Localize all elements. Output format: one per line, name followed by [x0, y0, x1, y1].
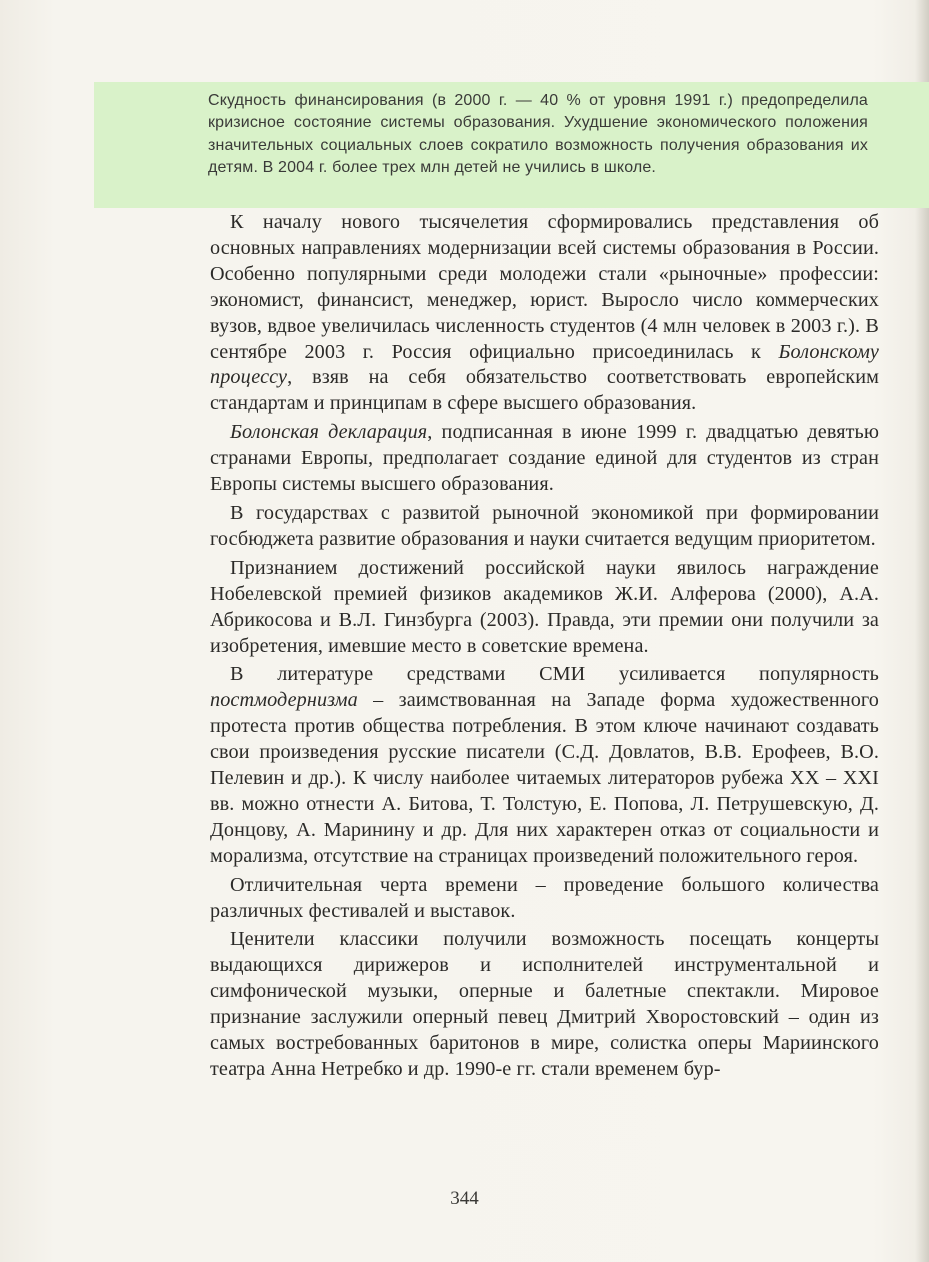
paragraph-3: В государствах с развитой рыночной экономикой при формировании госбюджета развитие образования и науки считается ведущим приоритетом.: [210, 501, 879, 550]
paragraph-1-part-a: К началу нового тысячелетия сформировались представления об основных направлениях модернизации всей системы образования в России. Особенно популярными среди молодежи стали «рыночные» профессии: экономист, финансист, менеджер, юрист. Выросло число коммерческих вузов, вдвое увеличилась численность студентов (4 млн человек в 2003 г.). В сентябре 2003 г. Россия официально присоединилась к: [210, 211, 879, 363]
paragraph-2: [210, 420, 879, 498]
paragraph-5: [210, 662, 879, 869]
paragraph-5-part-b: – заимствованная на Западе форма художественного протеста против общества потребления. В этом ключе начинают создавать свои произведения русские писатели (С.Д. Довлатов, В.В. Ерофеев, В.О. Пелевин и др.). К числу наиболее читаемых литераторов рубежа XX – XXI вв. можно отнести А. Битова, Т. Толстую, Е. Попова, Л. Петрушевскую, Д. Донцову, А. Маринину и др. Для них характерен отказ от социальности и морализма, отсутствие на страницах произведений положительного героя.: [210, 689, 879, 867]
postmodernism-term: постмодернизма: [210, 689, 358, 712]
highlighted-callout: [94, 82, 929, 208]
callout-text: Скудность финансирования (в 2000 г. — 40 % от уровня 1991 г.) предопределила кризисное состояние системы образования. Ухудшение экономического положения значительных социальных слоев сократило возможность получения образования их детям. В 2004 г. более трех млн детей не учились в школе.: [208, 92, 868, 177]
bologna-process-term: Болонскому процессу: [210, 340, 879, 389]
paragraph-5-part-a: В литературе средствами СМИ усиливается популярность: [230, 663, 879, 686]
page-number: 344: [450, 1188, 479, 1209]
paragraph-6: Отличительная черта времени – проведение большого количества различных фестивалей и выставок.: [210, 873, 879, 922]
paragraph-1-part-b: , взяв на себя обязательство соответствовать европейским стандартам и принципам в сфере высшего образования.: [210, 366, 879, 415]
paragraph-2-part-b: , подписанная в июне 1999 г. двадцатью девятью странами Европы, предполагает создание единой для студентов из стран Европы системы высшего образования.: [210, 421, 879, 496]
paragraph-7: Ценители классики получили возможность посещать концерты выдающихся дирижеров и исполнителей инструментальной и симфонической музыки, оперные и балетные спектакли. Мировое признание заслужили оперный певец Дмитрий Хворостовский – один из самых востребованных баритонов в мире, солистка оперы Мариинского театра Анна Нетребко и др. 1990-е гг. стали временем бур-: [210, 928, 879, 1080]
main-text: [210, 210, 879, 1083]
paragraph-1: [210, 210, 879, 417]
bologna-declaration-term: Болонская декларация: [230, 421, 428, 444]
paragraph-4: Признанием достижений российской науки явилось награждение Нобелевской премией физиков академиков Ж.И. Алферова (2000), А.А. Абрикосова и В.Л. Гинзбурга (2003). Правда, эти премии они получили за изобретения, имевшие место в советские времена.: [210, 556, 879, 657]
